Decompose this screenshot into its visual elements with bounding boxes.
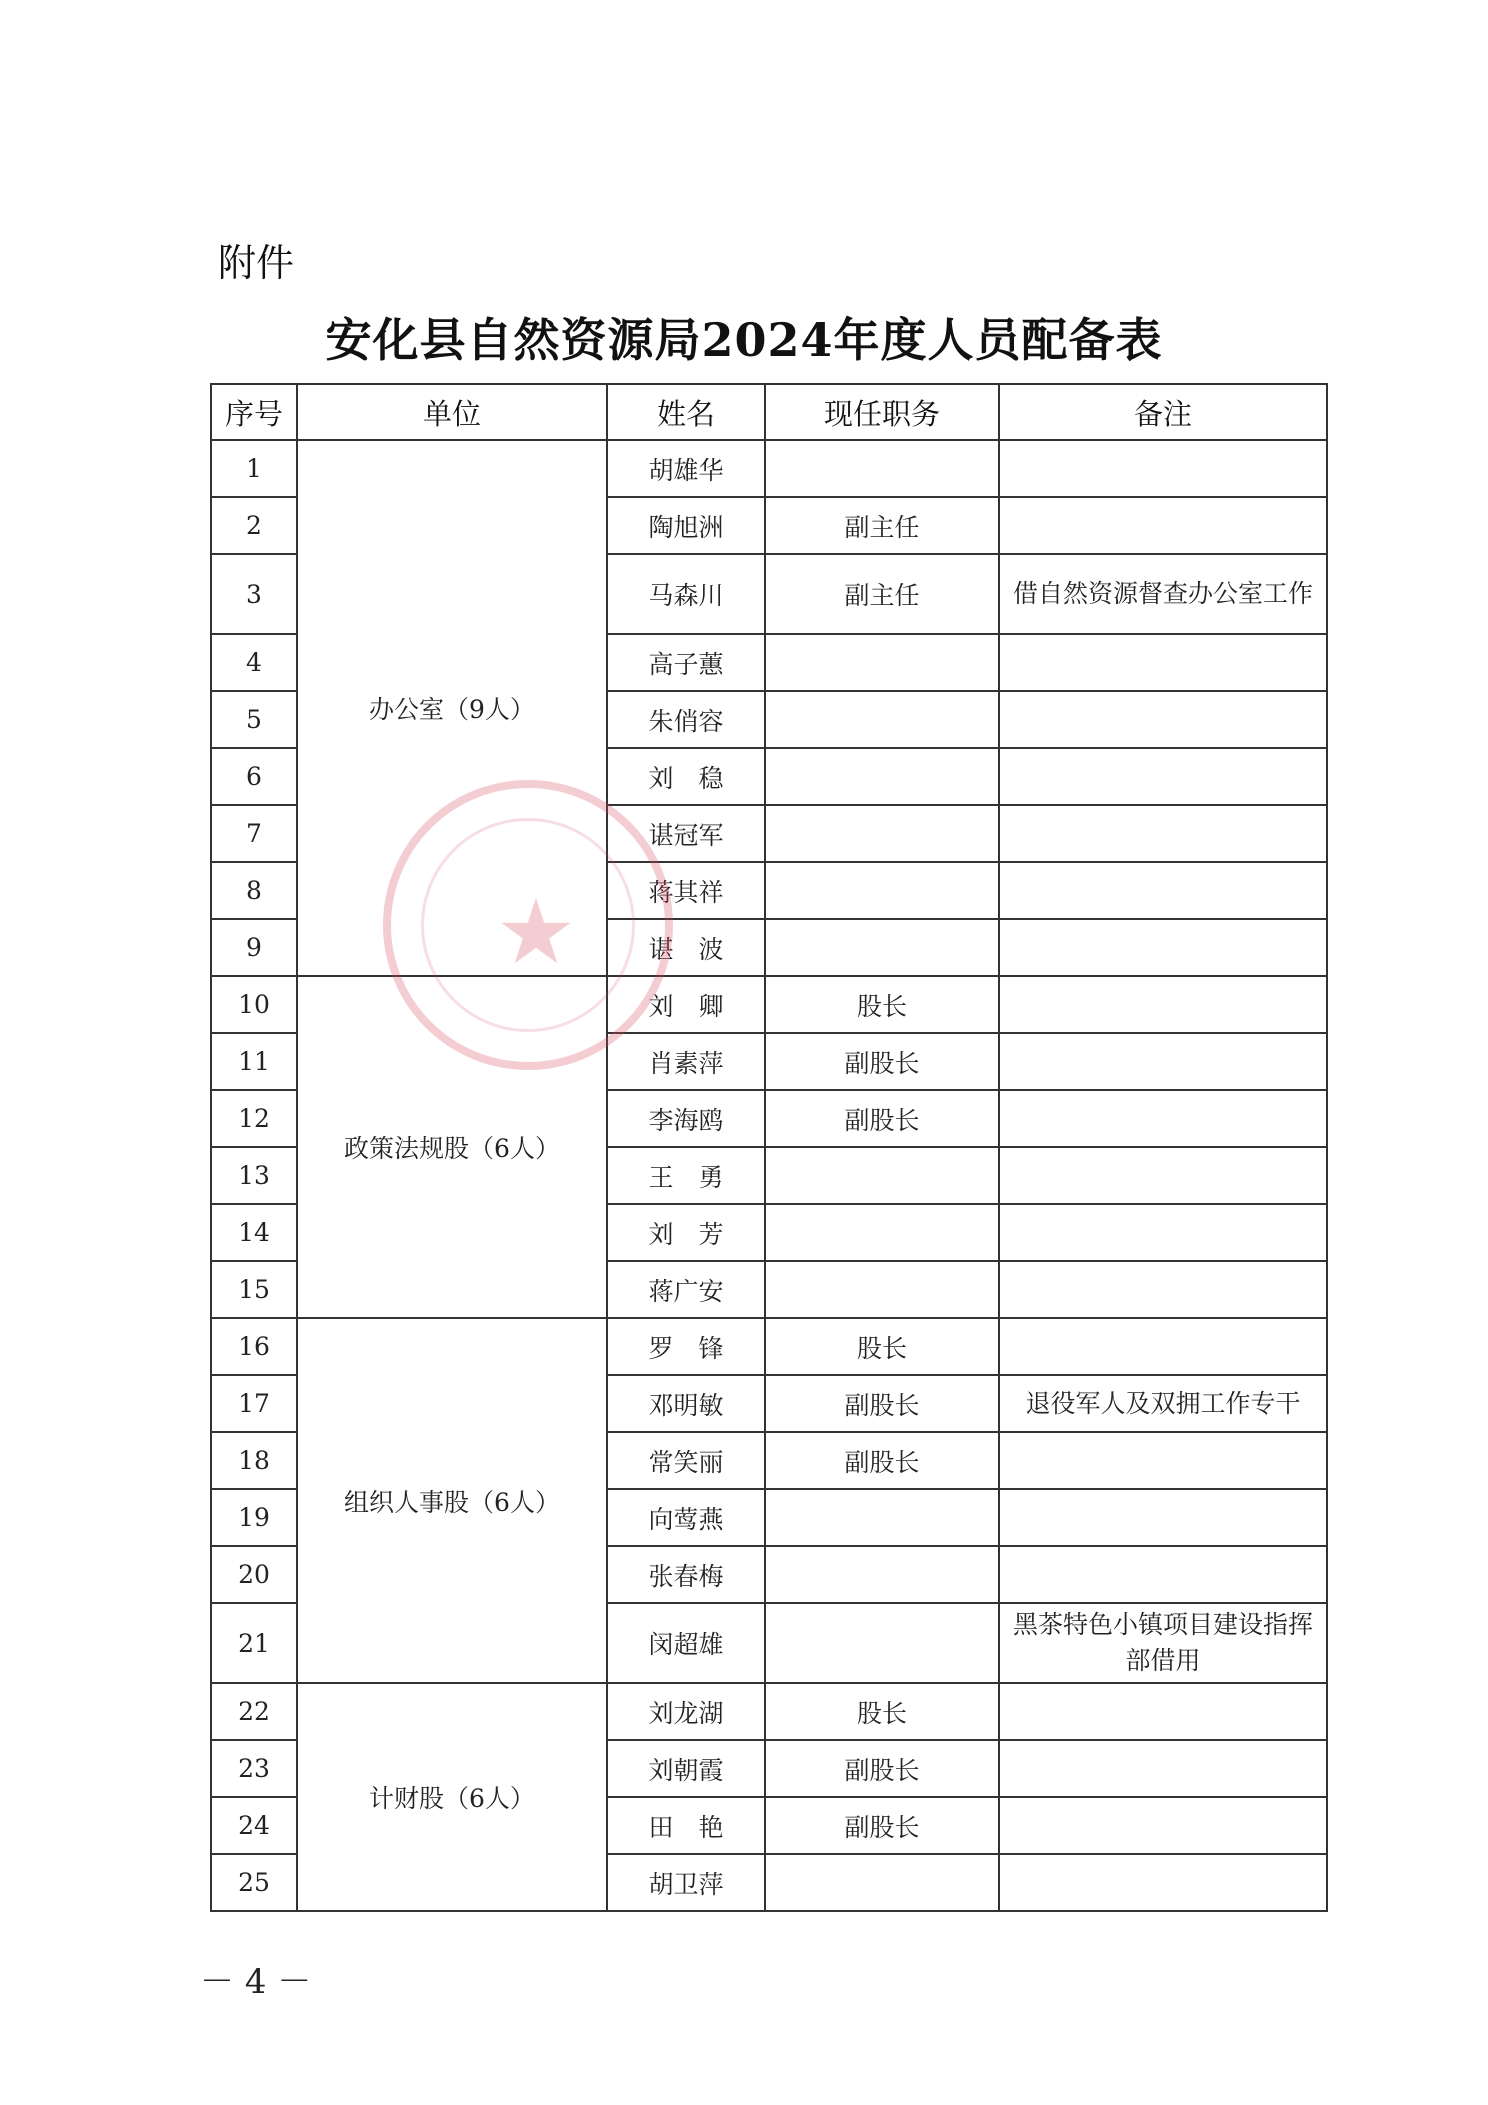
position-cell bbox=[765, 1204, 999, 1261]
seal-star-icon: ★ bbox=[495, 880, 577, 985]
seq-cell: 6 bbox=[211, 748, 297, 805]
seq-cell: 25 bbox=[211, 1854, 297, 1911]
seq-cell: 11 bbox=[211, 1033, 297, 1090]
name-cell: 张春梅 bbox=[607, 1546, 765, 1603]
name-cell: 蒋广安 bbox=[607, 1261, 765, 1318]
name-cell: 谌冠军 bbox=[607, 805, 765, 862]
note-cell bbox=[999, 1204, 1327, 1261]
name-cell: 罗 锋 bbox=[607, 1318, 765, 1375]
unit-cell-personnel: 组织人事股（6人） bbox=[297, 1318, 607, 1683]
name-cell: 刘朝霞 bbox=[607, 1740, 765, 1797]
position-cell bbox=[765, 862, 999, 919]
header-note: 备注 bbox=[999, 384, 1327, 440]
note-cell bbox=[999, 1432, 1327, 1489]
seq-cell: 15 bbox=[211, 1261, 297, 1318]
seq-cell: 12 bbox=[211, 1090, 297, 1147]
position-cell bbox=[765, 1261, 999, 1318]
seq-cell: 4 bbox=[211, 634, 297, 691]
position-cell bbox=[765, 691, 999, 748]
note-cell bbox=[999, 862, 1327, 919]
seq-cell: 24 bbox=[211, 1797, 297, 1854]
name-cell: 马森川 bbox=[607, 554, 765, 634]
seq-cell: 16 bbox=[211, 1318, 297, 1375]
position-cell: 股长 bbox=[765, 1318, 999, 1375]
position-cell: 副主任 bbox=[765, 497, 999, 554]
seq-cell: 7 bbox=[211, 805, 297, 862]
note-cell: 黑茶特色小镇项目建设指挥部借用 bbox=[999, 1603, 1327, 1683]
position-cell: 副主任 bbox=[765, 554, 999, 634]
position-cell: 股长 bbox=[765, 1683, 999, 1740]
position-cell bbox=[765, 1489, 999, 1546]
note-cell bbox=[999, 1489, 1327, 1546]
seq-cell: 17 bbox=[211, 1375, 297, 1432]
name-cell: 刘 稳 bbox=[607, 748, 765, 805]
position-cell bbox=[765, 1854, 999, 1911]
note-cell bbox=[999, 1318, 1327, 1375]
position-cell: 副股长 bbox=[765, 1797, 999, 1854]
note-cell bbox=[999, 919, 1327, 976]
note-cell bbox=[999, 497, 1327, 554]
unit-cell-office: 办公室（9人） bbox=[297, 440, 607, 976]
name-cell: 刘 芳 bbox=[607, 1204, 765, 1261]
name-cell: 陶旭洲 bbox=[607, 497, 765, 554]
name-cell: 邓明敏 bbox=[607, 1375, 765, 1432]
name-cell: 王 勇 bbox=[607, 1147, 765, 1204]
note-cell bbox=[999, 1740, 1327, 1797]
name-cell: 刘 卿 bbox=[607, 976, 765, 1033]
note-cell bbox=[999, 1854, 1327, 1911]
table-row bbox=[211, 976, 1327, 1033]
name-cell: 蒋其祥 bbox=[607, 862, 765, 919]
note-cell bbox=[999, 805, 1327, 862]
note-cell bbox=[999, 1546, 1327, 1603]
name-cell: 刘龙湖 bbox=[607, 1683, 765, 1740]
name-cell: 朱俏容 bbox=[607, 691, 765, 748]
position-cell: 副股长 bbox=[765, 1375, 999, 1432]
attachment-label: 附件 bbox=[218, 241, 295, 285]
table-row bbox=[211, 1318, 1327, 1375]
note-cell: 退役军人及双拥工作专干 bbox=[999, 1375, 1327, 1432]
note-cell bbox=[999, 440, 1327, 497]
seq-cell: 21 bbox=[211, 1603, 297, 1683]
name-cell: 胡雄华 bbox=[607, 440, 765, 497]
note-cell bbox=[999, 1261, 1327, 1318]
name-cell: 向莺燕 bbox=[607, 1489, 765, 1546]
seq-cell: 22 bbox=[211, 1683, 297, 1740]
position-cell bbox=[765, 919, 999, 976]
name-cell: 李海鸥 bbox=[607, 1090, 765, 1147]
note-cell bbox=[999, 1147, 1327, 1204]
header-name: 姓名 bbox=[607, 384, 765, 440]
note-cell: 借自然资源督查办公室工作 bbox=[999, 554, 1327, 634]
position-cell bbox=[765, 805, 999, 862]
position-cell bbox=[765, 1603, 999, 1683]
seq-cell: 23 bbox=[211, 1740, 297, 1797]
note-cell bbox=[999, 748, 1327, 805]
position-cell: 副股长 bbox=[765, 1090, 999, 1147]
seq-cell: 13 bbox=[211, 1147, 297, 1204]
table-row bbox=[211, 440, 1327, 497]
note-cell bbox=[999, 1090, 1327, 1147]
note-cell bbox=[999, 634, 1327, 691]
seq-cell: 20 bbox=[211, 1546, 297, 1603]
header-position: 现任职务 bbox=[765, 384, 999, 440]
seq-cell: 2 bbox=[211, 497, 297, 554]
header-unit: 单位 bbox=[297, 384, 607, 440]
seq-cell: 5 bbox=[211, 691, 297, 748]
note-cell bbox=[999, 1033, 1327, 1090]
note-cell bbox=[999, 1683, 1327, 1740]
unit-cell-policy: 政策法规股（6人） bbox=[297, 976, 607, 1318]
page-number: － 4 － bbox=[200, 1962, 312, 2002]
name-cell: 常笑丽 bbox=[607, 1432, 765, 1489]
header-seq: 序号 bbox=[211, 384, 297, 440]
seq-cell: 19 bbox=[211, 1489, 297, 1546]
table-header-row bbox=[211, 384, 1327, 440]
table-row bbox=[211, 1683, 1327, 1740]
seq-cell: 10 bbox=[211, 976, 297, 1033]
note-cell bbox=[999, 1797, 1327, 1854]
unit-cell-finance: 计财股（6人） bbox=[297, 1683, 607, 1911]
seq-cell: 18 bbox=[211, 1432, 297, 1489]
position-cell: 副股长 bbox=[765, 1432, 999, 1489]
seq-cell: 1 bbox=[211, 440, 297, 497]
name-cell: 谌 波 bbox=[607, 919, 765, 976]
position-cell bbox=[765, 1546, 999, 1603]
position-cell: 副股长 bbox=[765, 1033, 999, 1090]
position-cell: 股长 bbox=[765, 976, 999, 1033]
name-cell: 闵超雄 bbox=[607, 1603, 765, 1683]
staff-table bbox=[210, 383, 1328, 1912]
seq-cell: 14 bbox=[211, 1204, 297, 1261]
note-cell bbox=[999, 976, 1327, 1033]
note-cell bbox=[999, 691, 1327, 748]
name-cell: 肖素萍 bbox=[607, 1033, 765, 1090]
name-cell: 胡卫萍 bbox=[607, 1854, 765, 1911]
name-cell: 高子蕙 bbox=[607, 634, 765, 691]
position-cell bbox=[765, 748, 999, 805]
seq-cell: 3 bbox=[211, 554, 297, 634]
name-cell: 田 艳 bbox=[607, 1797, 765, 1854]
position-cell bbox=[765, 1147, 999, 1204]
seq-cell: 8 bbox=[211, 862, 297, 919]
position-cell bbox=[765, 634, 999, 691]
position-cell: 副股长 bbox=[765, 1740, 999, 1797]
seq-cell: 9 bbox=[211, 919, 297, 976]
document-title: 安化县自然资源局2024年度人员配备表 bbox=[325, 313, 1163, 367]
position-cell bbox=[765, 440, 999, 497]
